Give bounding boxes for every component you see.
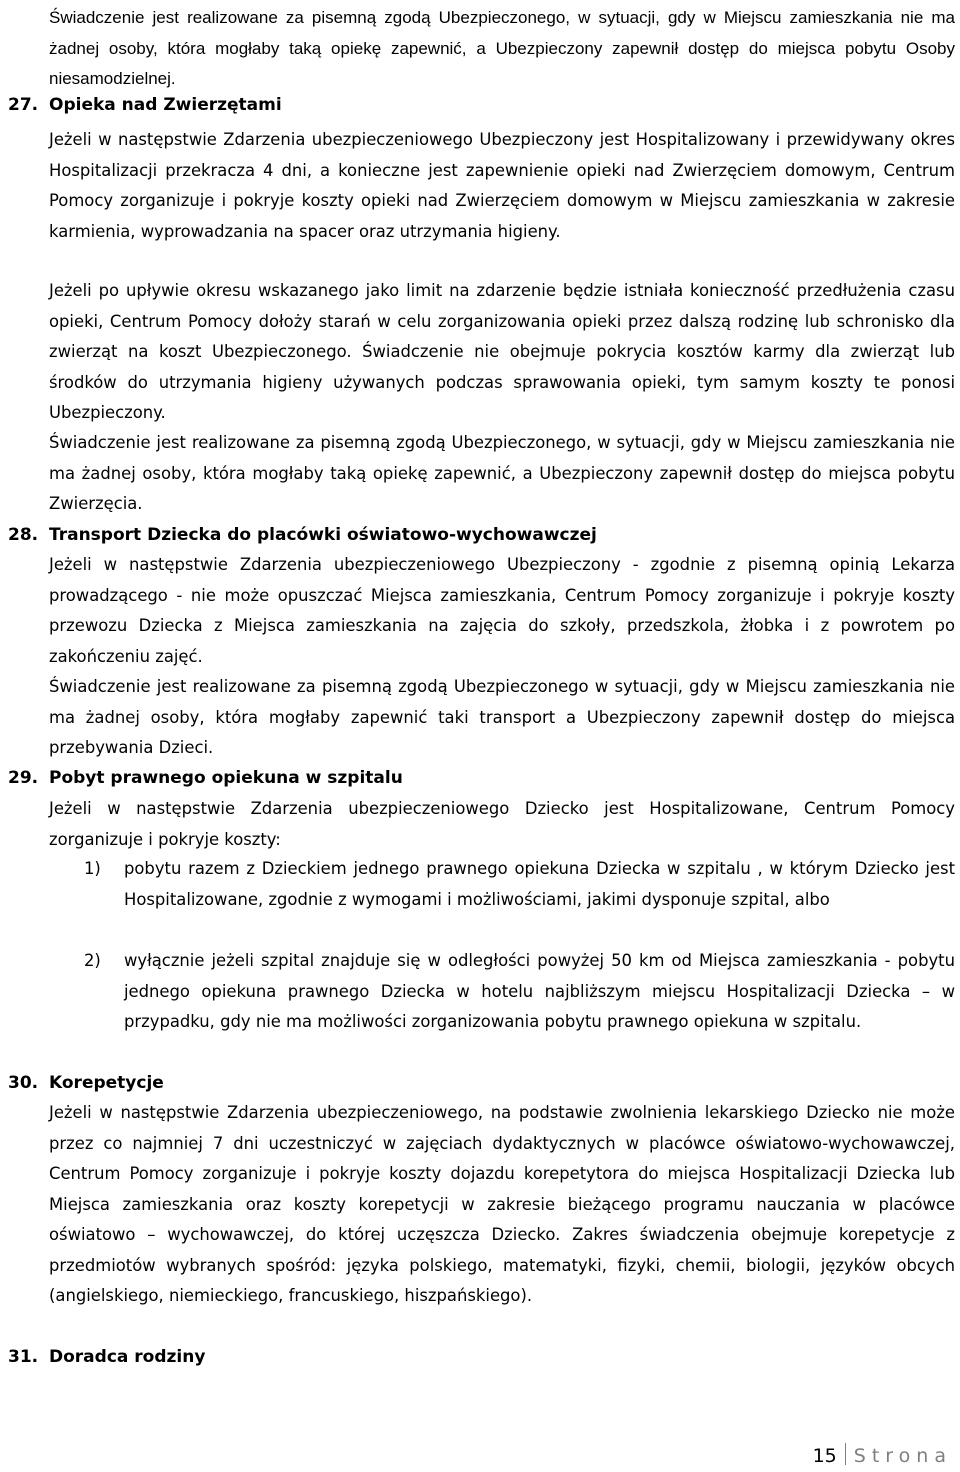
- list-item: [84, 854, 955, 915]
- section-title: Opieka nad Zwierzętami: [49, 95, 282, 115]
- page-number: 15: [812, 1445, 837, 1467]
- section-number: 29.: [8, 768, 39, 788]
- section-28-paragraph-1: Jeżeli w następstwie Zdarzenia ubezpieczeniowego Ubezpieczony - zgodnie z pisemną opinią Lekarza prowadzącego - nie może opuszczać Miejsca zamieszkania, Centrum Pomocy zorganizuje i pokryje koszty przewozu Dziecka z Miejsca zamieszkania na zajęcia do szkoły, przedszkola, żłobka i z powrotem po zakończeniu zajęć.: [49, 555, 955, 666]
- list-marker: 2): [84, 951, 101, 970]
- section-number: 31.: [8, 1347, 39, 1367]
- list-marker: 1): [84, 859, 101, 878]
- section-heading-27: [8, 90, 282, 121]
- section-27-paragraph-2: Jeżeli po upływie okresu wskazanego jako limit na zdarzenie będzie istniała konieczność przedłużenia czasu opieki, Centrum Pomocy dołoży starań w celu zorganizowania opieki przez dalszą rodzinę lub schronisko dla zwierząt na koszt Ubezpieczonego. Świadczenie nie obejmuje pokrycia kosztów karmy dla zwierząt lub środków do utrzymania higieny używanych podczas sprawowania opieki, tym samym koszty te ponosi Ubezpieczony.: [49, 281, 955, 422]
- section-heading-30: [8, 1068, 164, 1099]
- section-number: 28.: [8, 525, 39, 545]
- section-27-paragraph-1: Jeżeli w następstwie Zdarzenia ubezpieczeniowego Ubezpieczony jest Hospitalizowany i przewidywany okres Hospitalizacji przekracza 4 dni, a konieczne jest zapewnienie opieki nad Zwierzęciem domowym, Centrum Pomocy zorganizuje i pokryje koszty opieki nad Zwierzęciem domowym w Miejscu zamieszkania w zakresie karmienia, wyprowadzania na spacer oraz utrzymania higieny.: [49, 130, 955, 241]
- section-heading-29: [8, 763, 403, 794]
- section-title: Transport Dziecka do placówki oświatowo-wychowawczej: [49, 525, 597, 545]
- section-title: Doradca rodziny: [49, 1347, 206, 1367]
- footer-divider: [845, 1443, 846, 1465]
- section-number: 27.: [8, 95, 39, 115]
- page-label: Strona: [853, 1445, 952, 1467]
- intro-paragraph: Świadczenie jest realizowane za pisemną zgodą Ubezpieczonego, w sytuacji, gdy w Miejscu zamieszkania nie ma żadnej osoby, która mogłaby taką opiekę zapewnić, a Ubezpieczony zapewnił dostęp do miejsca pobytu Osoby niesamodzielnej.: [49, 8, 955, 88]
- section-heading-31: [8, 1342, 205, 1373]
- page-footer: [813, 1442, 952, 1470]
- section-27-paragraph-3: Świadczenie jest realizowane za pisemną zgodą Ubezpieczonego, w sytuacji, gdy w Miejscu zamieszkania nie ma żadnej osoby, która mogłaby taką opiekę zapewnić, a Ubezpieczony zapewnił dostęp do miejsca pobytu Zwierzęcia.: [49, 433, 955, 513]
- section-30-paragraph-1: Jeżeli w następstwie Zdarzenia ubezpieczeniowego, na podstawie zwolnienia lekarskiego Dziecko nie może przez co najmniej 7 dni uczestniczyć w zajęciach dydaktycznych w placówce oświatowo-wychowawczej, Centrum Pomocy zorganizuje i pokryje koszty dojazdu korepetytora do miejsca Hospitalizacji Dziecka lub Miejsca zamieszkania oraz koszty korepetycji w zakresie bieżącego programu nauczania w placówce oświatowo – wychowawczej, do której uczęszcza Dziecko. Zakres świadczenia obejmuje korepetycje z przedmiotów wybranych spośród: języka polskiego, matematyki, fizyki, chemii, biologii, języków obcych (angielskiego, niemieckiego, francuskiego, hiszpańskiego).: [49, 1103, 955, 1305]
- section-28-paragraph-2: Świadczenie jest realizowane za pisemną zgodą Ubezpieczonego w sytuacji, gdy w Miejscu zamieszkania nie ma żadnej osoby, która mogłaby zapewnić taki transport a Ubezpieczony zapewnił dostęp do miejsca przebywania Dzieci.: [49, 677, 955, 757]
- section-29-paragraph-1: Jeżeli w następstwie Zdarzenia ubezpieczeniowego Dziecko jest Hospitalizowane, Centrum Pomocy zorganizuje i pokryje koszty:: [49, 799, 955, 849]
- list-item-text: pobytu razem z Dzieckiem jednego prawnego opiekuna Dziecka w szpitalu , w którym Dziecko jest Hospitalizowane, zgodnie z wymogami i możliwościami, jakimi dysponuje szpital, albo: [124, 859, 955, 909]
- section-heading-28: [8, 520, 597, 551]
- section-title: Pobyt prawnego opiekuna w szpitalu: [49, 768, 403, 788]
- section-title: Korepetycje: [49, 1073, 164, 1093]
- section-number: 30.: [8, 1073, 39, 1093]
- list-item-text: wyłącznie jeżeli szpital znajduje się w odległości powyżej 50 km od Miejsca zamieszkania - pobytu jednego opiekuna prawnego Dziecka w hotelu najbliższym miejscu Hospitalizacji Dziecka – w przypadku, gdy nie ma możliwości zorganizowania pobytu prawnego opiekuna w szpitalu.: [124, 951, 955, 1031]
- list-item: [84, 946, 955, 1038]
